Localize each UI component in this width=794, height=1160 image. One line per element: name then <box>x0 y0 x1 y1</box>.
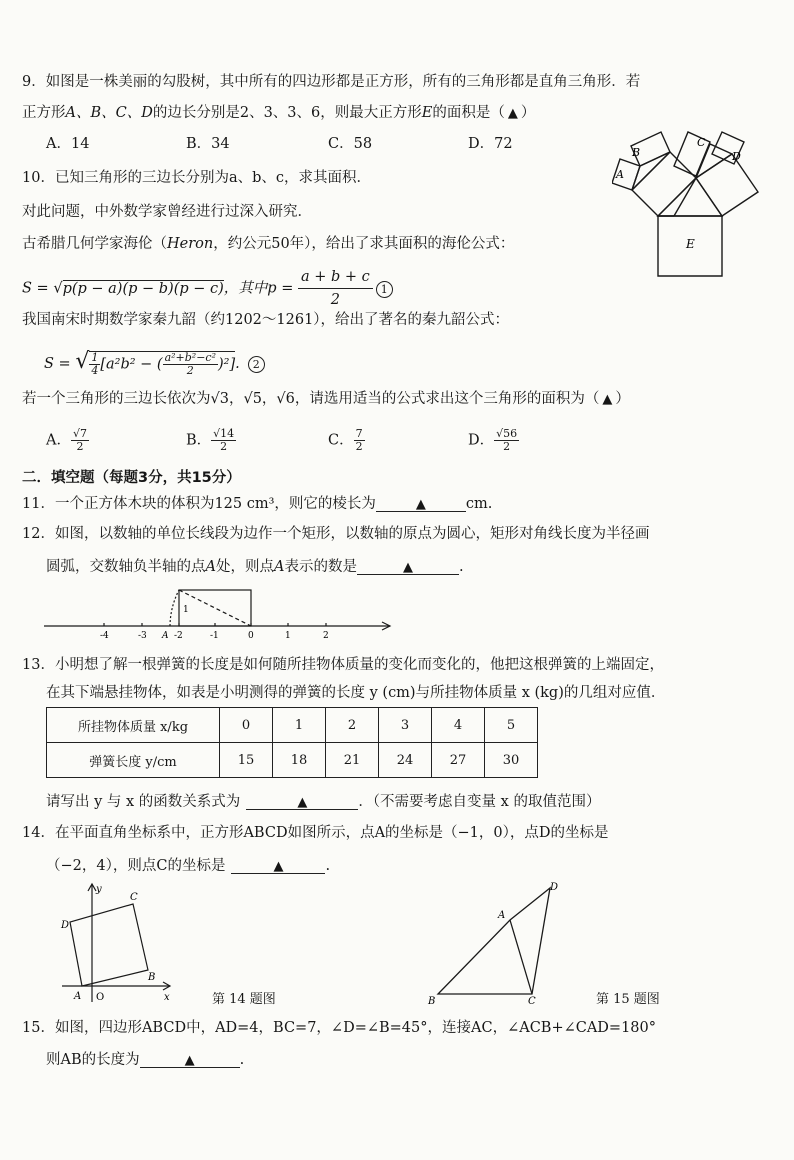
table-row <box>47 743 538 778</box>
qin-inner-fraction <box>163 352 218 377</box>
square-right-mid-shape <box>696 154 758 216</box>
q10-option-c-fraction <box>354 428 365 453</box>
q9-option-d: D．72 <box>468 136 513 152</box>
q10-option-b-label: B． <box>186 432 212 449</box>
tick-label-a: A <box>162 631 169 641</box>
section-2-heading: 二．填空题（每题3分，共15分） <box>22 470 241 486</box>
heron-formula <box>22 266 393 311</box>
q13-line2: 在其下端悬挂物体，如表是小明测得的弹簧的长度 y (cm)与所挂物体质量 x (kg)的几组对应值． <box>46 685 666 701</box>
q10-option-b-fraction <box>211 428 236 453</box>
q10-option-d-num: √56 <box>496 427 518 440</box>
q12-line2-pre: 圆弧，交数轴负半轴的点 <box>46 559 206 575</box>
q9-line2-mid: 的边长分别是2、3、3、6，则最大正方形 <box>152 105 422 121</box>
q12-answer-blank[interactable] <box>357 557 459 575</box>
table-cell: 24 <box>379 743 432 778</box>
q10-question-sides: √3，√5，√6 <box>210 391 295 407</box>
q9-square-e: E <box>421 105 433 121</box>
qin-body1: [a²b² − ( <box>100 356 163 372</box>
q11-answer-blank[interactable] <box>376 494 466 512</box>
q15-caption: 第 15 题图 <box>596 992 660 1007</box>
q14-label-b: B <box>148 972 156 983</box>
heron-p-fraction <box>298 266 373 311</box>
q13-line3-post: ．（不需要考虑自变量 x 的取值范围） <box>358 794 601 810</box>
q9-line2-post: 的面积是（ <box>432 105 505 121</box>
q10-option-c-num: 7 <box>355 427 363 440</box>
q12-line2-mid: 处，则点 <box>215 559 274 575</box>
sqrt-icon: √ <box>75 349 90 374</box>
fig-label-c: C <box>697 136 706 149</box>
q10-option-b-num: √14 <box>213 427 235 440</box>
answer-triangle-icon: ▲ <box>273 859 284 874</box>
square-abcd-shape <box>70 904 148 986</box>
q12-line2-end: . <box>458 559 464 575</box>
q15-line1: 15．如图，四边形ABCD中，AD=4，BC=7，∠D=∠B=45°，连接AC，∠ACB+∠CAD=180° <box>22 1020 657 1036</box>
table-cell: 21 <box>326 743 379 778</box>
q15-line2-end: . <box>239 1052 245 1068</box>
q11-pre: 11．一个正方体木块的体积为125 cm³，则它的棱长为 <box>22 496 376 512</box>
q14-label-c: C <box>130 892 138 903</box>
q15-line2-pre: 则AB的长度为 <box>46 1052 140 1068</box>
q10-option-d <box>468 428 519 453</box>
fig-label-a: A <box>616 168 624 181</box>
table-cell: 3 <box>379 708 432 743</box>
compass-arc <box>170 590 179 626</box>
q9-line2 <box>22 103 535 124</box>
q10-option-a-den: 2 <box>76 440 84 453</box>
q10-option-a-num: √7 <box>72 427 87 440</box>
table-cell: 5 <box>485 708 538 743</box>
pythagoras-tree-figure <box>612 122 772 292</box>
q13-line1: 13．小明想了解一根弹簧的长度是如何随所挂物体质量的变化而变化的，他把这根弹簧的上端固定， <box>22 657 664 673</box>
qin-body2: )²] <box>218 356 236 372</box>
table-cell: 0 <box>220 708 273 743</box>
q12-line2-post: 表示的数是 <box>284 559 357 575</box>
table-row <box>47 708 538 743</box>
q11-post: cm. <box>465 496 493 512</box>
q14-caption: 第 14 题图 <box>212 992 276 1007</box>
answer-triangle-icon: ▲ <box>297 795 308 810</box>
q10-option-d-fraction <box>494 428 519 453</box>
q10-qin-intro: 我国南宋时期数学家秦九韶（约1202～1261），给出了著名的秦九韶公式： <box>22 312 510 328</box>
q14-label-a: A <box>74 991 82 1002</box>
q14-coordinate-figure <box>58 878 178 1006</box>
q12-point-a2: A <box>273 559 285 575</box>
q13-line3 <box>46 792 600 812</box>
q9-option-a: A．14 <box>46 136 90 152</box>
q10-heron-name: Heron <box>167 236 214 252</box>
q10-option-d-den: 2 <box>503 440 511 453</box>
q15-label-d: D <box>550 882 559 893</box>
q9-line2-end: ） <box>520 105 536 121</box>
q9-line2-pre: 正方形 <box>22 105 66 121</box>
q10-option-c <box>328 428 365 453</box>
sqrt-icon: √ <box>53 280 63 297</box>
qin-end: . <box>235 356 240 372</box>
table-header-mass: 所挂物体质量 x/kg <box>47 708 220 743</box>
qin-quarter-den: 4 <box>91 363 99 377</box>
table-header-length: 弹簧长度 y/cm <box>47 743 220 778</box>
tick-label-neg4: -4 <box>100 631 109 641</box>
tick-label-1: 1 <box>285 631 291 641</box>
rect-side-label: 1 <box>183 605 189 615</box>
table-cell: 1 <box>273 708 326 743</box>
q15-label-b: B <box>428 996 436 1006</box>
fig-label-b: B <box>632 146 641 159</box>
q10-question-post: ，请选用适当的公式求出这个三角形的面积为（ <box>294 391 600 407</box>
q14-label-d: D <box>61 920 70 931</box>
q12-line2 <box>46 557 464 577</box>
rectangle-diagonal <box>179 590 251 626</box>
q14-label-x: x <box>164 992 170 1003</box>
q14-line2-end: . <box>325 858 331 874</box>
q9-square-letters: A、B、C、D <box>65 105 153 121</box>
q10-line3 <box>22 234 514 254</box>
table-cell: 27 <box>432 743 485 778</box>
q10-option-a-fraction <box>71 428 89 453</box>
answer-triangle-icon: ▲ <box>602 392 613 407</box>
qin-lhs: S = <box>44 356 76 372</box>
tick-label-neg1: -1 <box>210 631 219 641</box>
table-cell: 2 <box>326 708 379 743</box>
q14-answer-blank[interactable] <box>231 856 325 874</box>
q15-line2 <box>46 1050 244 1070</box>
q10-option-b <box>186 428 236 453</box>
table-cell: 30 <box>485 743 538 778</box>
tick-label-2: 2 <box>323 631 329 641</box>
q14-line2 <box>46 856 330 876</box>
spring-data-table <box>46 707 538 778</box>
qin-quarter-num: 1 <box>91 350 99 364</box>
q14-label-o: O <box>96 992 105 1003</box>
q10-option-d-label: D． <box>468 432 495 449</box>
qin-radicand <box>89 351 235 377</box>
quadrilateral-abcd-shape <box>438 888 550 994</box>
diagonal-ac <box>510 920 532 994</box>
circled-number-2: 2 <box>248 356 265 373</box>
q10-question <box>22 389 630 410</box>
square-left-mid-shape <box>632 152 696 216</box>
heron-lhs: S = <box>22 280 54 297</box>
answer-triangle-icon: ▲ <box>507 106 518 121</box>
q9-line1: 9．如图是一株美丽的勾股树，其中所有的四边形都是正方形，所有的三角形都是直角三角形．若 <box>22 74 641 90</box>
q15-label-a: A <box>498 910 506 921</box>
q10-line2: 对此问题，中外数学家曾经进行过深入研究． <box>22 204 312 220</box>
q13-answer-blank[interactable] <box>246 792 358 810</box>
q10-line1: 10．已知三角形的三边长分别为a、b、c，求其面积． <box>22 170 371 186</box>
q10-option-b-den: 2 <box>220 440 228 453</box>
q10-line3-post: ，约公元50年），给出了求其面积的海伦公式： <box>213 236 515 252</box>
q14-line1: 14．在平面直角坐标系中，正方形ABCD如图所示，点A的坐标是（−1，0），点D的坐标是 <box>22 825 609 841</box>
q9-option-c: C．58 <box>328 136 373 152</box>
fig-label-d: D <box>732 150 741 163</box>
answer-triangle-icon: ▲ <box>402 560 413 575</box>
answer-triangle-icon: ▲ <box>184 1053 195 1068</box>
tick-label-neg3: -3 <box>138 631 147 641</box>
circled-number-1: 1 <box>376 281 393 298</box>
table-cell: 18 <box>273 743 326 778</box>
answer-triangle-icon: ▲ <box>415 497 426 512</box>
q10-question-pre: 若一个三角形的三边长依次为 <box>22 391 211 407</box>
tick-label-0: 0 <box>248 631 254 641</box>
q11-line <box>22 494 492 514</box>
q15-answer-blank[interactable] <box>140 1050 240 1068</box>
q14-label-y: y <box>96 884 102 895</box>
number-line-figure <box>40 582 400 642</box>
qin-inner-den: 2 <box>186 363 194 377</box>
q13-line3-pre: 请写出 y 与 x 的函数关系式为 <box>46 794 241 810</box>
heron-radicand: p(p − a)(p − b)(p − c) <box>62 280 224 297</box>
tick-label-neg2: -2 <box>174 631 183 641</box>
q12-point-a: A <box>205 559 216 575</box>
qin-formula <box>44 342 265 384</box>
heron-p-den: 2 <box>330 292 340 308</box>
table-cell: 15 <box>220 743 273 778</box>
q10-line3-pre: 古希腊几何学家海伦（ <box>22 236 167 252</box>
heron-p-num: a + b + c <box>298 266 373 289</box>
table-cell: 4 <box>432 708 485 743</box>
q15-label-c: C <box>528 996 536 1006</box>
q10-option-a-label: A． <box>46 432 71 449</box>
q10-option-c-label: C． <box>328 432 354 449</box>
heron-mid: ，其中p = <box>223 280 298 297</box>
q9-option-b: B．34 <box>186 136 230 152</box>
qin-quarter <box>89 352 100 377</box>
q10-option-a <box>46 428 89 453</box>
fig-label-e: E <box>686 237 695 251</box>
q15-quadrilateral-figure <box>420 876 570 1006</box>
q10-question-end: ） <box>615 391 630 407</box>
q14-line2-pre: （−2，4），则点C的坐标是 <box>46 858 226 874</box>
q12-line1: 12．如图，以数轴的单位长线段为边作一个矩形，以数轴的原点为圆心，矩形对角线长度为半径画 <box>22 526 650 542</box>
qin-inner-num: a²+b²−c² <box>164 350 217 364</box>
unit-rectangle <box>179 590 251 626</box>
q10-option-c-den: 2 <box>355 440 363 453</box>
